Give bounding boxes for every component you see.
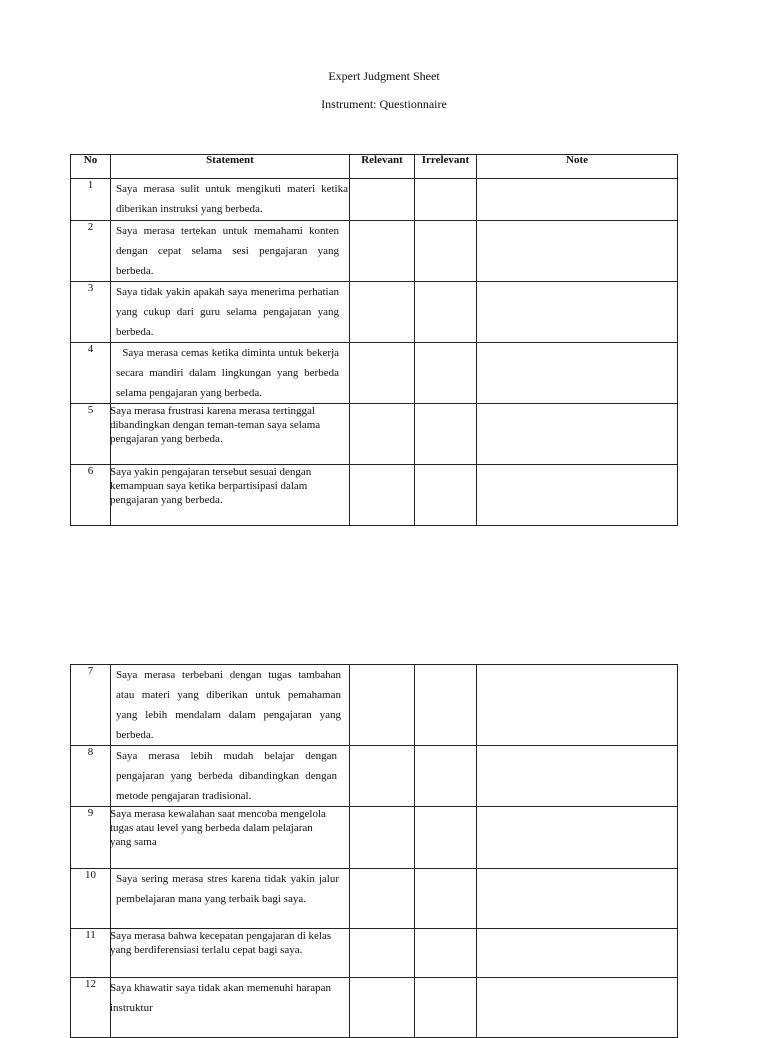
table-row: [71, 465, 678, 526]
note-cell[interactable]: [477, 343, 678, 404]
row-number: 12: [71, 978, 111, 1038]
irrelevant-cell[interactable]: [415, 978, 477, 1038]
statement-cell: [111, 746, 350, 807]
note-cell[interactable]: [477, 869, 678, 929]
statement-text: Saya tidak yakin apakah saya menerima perhatian yang cukup dari guru selama pengajaran yang berbeda.: [116, 286, 339, 338]
statement-text: Saya merasa cemas ketika diminta untuk bekerja secara mandiri dalam lingkungan yang berbeda selama pengajaran yang berbeda.: [116, 347, 342, 399]
note-cell[interactable]: [477, 807, 678, 869]
statement-text: Saya yakin pengajaran tersebut sesuai dengan kemampuan saya ketika berpartisipasi dalam pengajaran yang berbeda.: [110, 466, 312, 506]
irrelevant-cell[interactable]: [415, 665, 477, 746]
statement-text: Saya merasa bahwa kecepatan pengajaran di kelas yang berdiferensiasi terlalu cepat bagi saya.: [110, 930, 332, 956]
statement-cell: [111, 282, 350, 343]
statement-cell: [111, 179, 350, 221]
row-number: 11: [71, 929, 111, 978]
irrelevant-cell[interactable]: [415, 807, 477, 869]
relevant-cell[interactable]: [350, 869, 415, 929]
row-number: 1: [71, 179, 111, 221]
column-header-irrelevant: Irrelevant: [415, 155, 477, 179]
statement-cell: [111, 929, 350, 978]
note-cell[interactable]: [477, 746, 678, 807]
row-number: 3: [71, 282, 111, 343]
statement-text: Saya merasa sulit untuk mengikuti materi ketika diberikan instruksi yang berbeda.: [116, 183, 348, 215]
table-row: [71, 221, 678, 282]
row-number: 9: [71, 807, 111, 869]
irrelevant-cell[interactable]: [415, 404, 477, 465]
relevant-cell[interactable]: [350, 807, 415, 869]
statement-cell: [111, 465, 350, 526]
statement-text: Saya merasa frustrasi karena merasa tertinggal dibandingkan dengan teman-teman saya selama pengajaran yang berbeda.: [110, 405, 321, 445]
statement-text: Saya merasa tertekan untuk memahami konten dengan cepat selama sesi pengajaran yang berbeda.: [116, 225, 339, 277]
relevant-cell[interactable]: [350, 179, 415, 221]
irrelevant-cell[interactable]: [415, 179, 477, 221]
judgment-table-page1: [70, 154, 678, 526]
statement-cell: [111, 221, 350, 282]
row-number: 7: [71, 665, 111, 746]
statement-text: Saya merasa terbebani dengan tugas tambahan atau materi yang diberikan untuk pemahaman yang lebih mendalam dalam pengajaran yang berbeda.: [116, 669, 341, 741]
irrelevant-cell[interactable]: [415, 929, 477, 978]
statement-cell: [111, 869, 350, 929]
statement-cell: [111, 807, 350, 869]
relevant-cell[interactable]: [350, 746, 415, 807]
column-header-statement: Statement: [111, 155, 350, 179]
judgment-table-page2: [70, 664, 678, 1038]
row-number: 8: [71, 746, 111, 807]
row-number: 2: [71, 221, 111, 282]
statement-text: Saya sering merasa stres karena tidak yakin jalur pembelajaran mana yang terbaik bagi saya.: [116, 873, 339, 905]
table-row: [71, 282, 678, 343]
table-row: [71, 404, 678, 465]
table-row: [71, 179, 678, 221]
note-cell[interactable]: [477, 465, 678, 526]
relevant-cell[interactable]: [350, 465, 415, 526]
table-header-row: [71, 155, 678, 179]
statement-text: Saya khawatir saya tidak akan memenuhi harapan instruktur: [110, 982, 331, 1014]
relevant-cell[interactable]: [350, 404, 415, 465]
table-row: [71, 343, 678, 404]
row-number: 6: [71, 465, 111, 526]
statement-text: Saya merasa kewalahan saat mencoba mengelola tugas atau level yang berbeda dalam pelajaran yang sama: [110, 808, 326, 848]
note-cell[interactable]: [477, 179, 678, 221]
irrelevant-cell[interactable]: [415, 746, 477, 807]
statement-cell: [111, 665, 350, 746]
statement-text: Saya merasa lebih mudah belajar dengan pengajaran yang berbeda dibandingkan dengan metode pengajaran tradisional.: [116, 750, 337, 802]
irrelevant-cell[interactable]: [415, 282, 477, 343]
relevant-cell[interactable]: [350, 343, 415, 404]
column-header-relevant: Relevant: [350, 155, 415, 179]
table-row: [71, 746, 678, 807]
row-number: 5: [71, 404, 111, 465]
note-cell[interactable]: [477, 929, 678, 978]
irrelevant-cell[interactable]: [415, 465, 477, 526]
statement-cell: [111, 404, 350, 465]
note-cell[interactable]: [477, 221, 678, 282]
column-header-note: Note: [477, 155, 678, 179]
row-number: 4: [71, 343, 111, 404]
statement-cell: [111, 978, 350, 1038]
statement-cell: [111, 343, 350, 404]
relevant-cell[interactable]: [350, 665, 415, 746]
document-subtitle: Instrument: Questionnaire: [321, 97, 447, 111]
relevant-cell[interactable]: [350, 282, 415, 343]
irrelevant-cell[interactable]: [415, 869, 477, 929]
column-header-no: No: [71, 155, 111, 179]
table-row: [71, 869, 678, 929]
note-cell[interactable]: [477, 665, 678, 746]
relevant-cell[interactable]: [350, 978, 415, 1038]
irrelevant-cell[interactable]: [415, 343, 477, 404]
table-row: [71, 929, 678, 978]
irrelevant-cell[interactable]: [415, 221, 477, 282]
note-cell[interactable]: [477, 978, 678, 1038]
note-cell[interactable]: [477, 404, 678, 465]
row-number: 10: [71, 869, 111, 929]
table-row: [71, 807, 678, 869]
relevant-cell[interactable]: [350, 221, 415, 282]
table-row: [71, 978, 678, 1038]
note-cell[interactable]: [477, 282, 678, 343]
document-title: Expert Judgment Sheet: [328, 69, 440, 83]
relevant-cell[interactable]: [350, 929, 415, 978]
table-row: [71, 665, 678, 746]
